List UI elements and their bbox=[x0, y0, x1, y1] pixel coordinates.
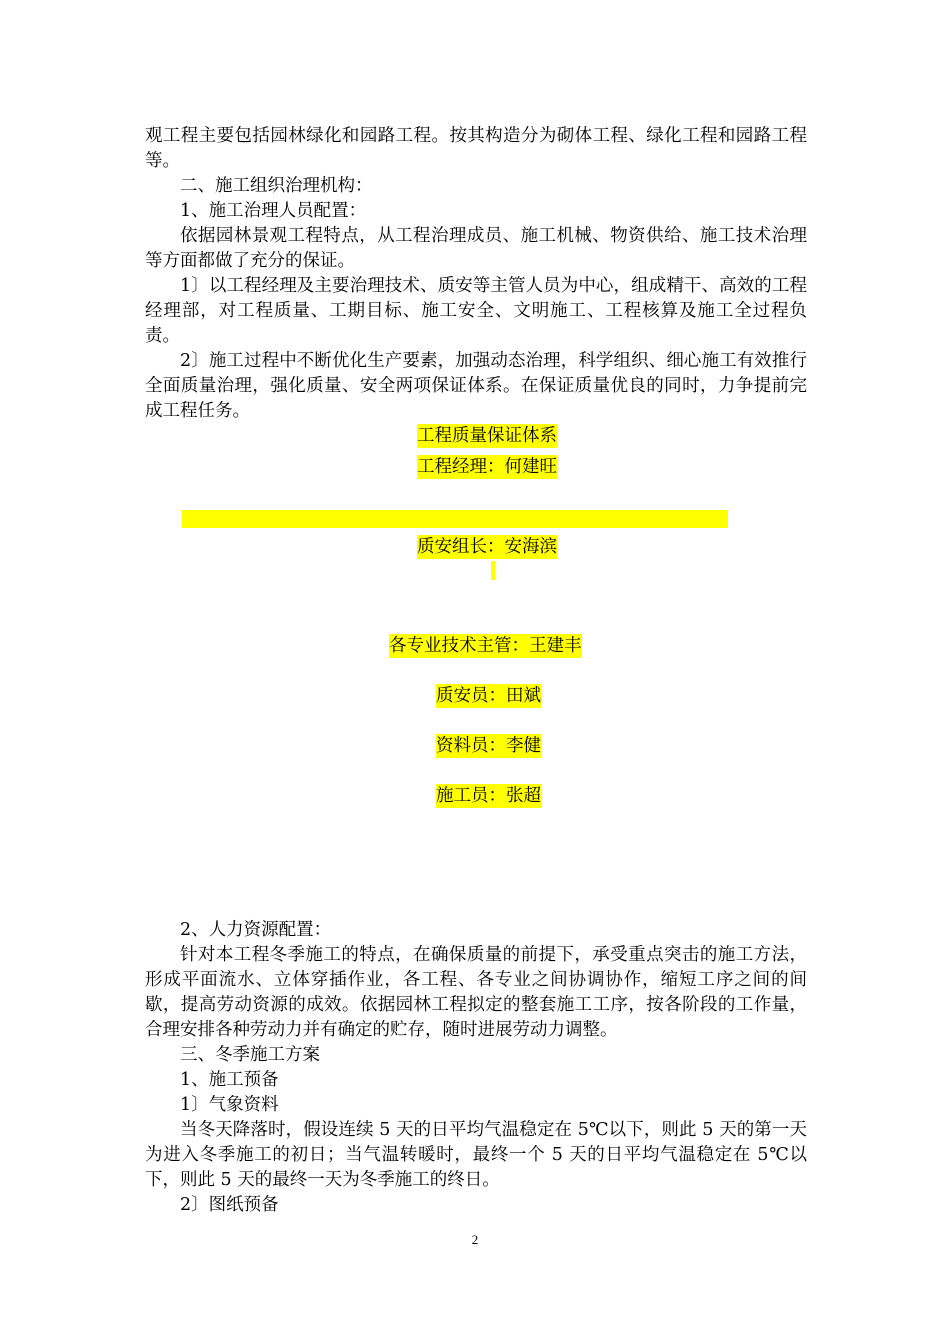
paragraph-intro: 观工程主要包括园林绿化和园路工程。按其构造分为砌体工程、绿化工程和园路工程等。 bbox=[145, 126, 807, 171]
org-chart-title: 工程质量保证体系 bbox=[417, 426, 557, 446]
heading-winter-plan: 三、冬季施工方案 bbox=[180, 1045, 320, 1065]
paragraph-item-1: 1〕以工程经理及主要治理技术、质安等主管人员为中心，组成精干、高效的工程经理部，对工程质量、工期目标、施工安全、文明施工、工程核算及施工全过程负责。 bbox=[145, 276, 807, 346]
org-box-qa-leader: 质安组长：安海滨 bbox=[417, 537, 557, 557]
heading-staff-config: 1、施工治理人员配置： bbox=[180, 201, 367, 221]
org-box-constructor: 施工员：张超 bbox=[436, 786, 541, 806]
heading-prep: 1、施工预备 bbox=[180, 1070, 279, 1090]
page-number: 2 bbox=[471, 1232, 479, 1247]
heading-drawings: 2〕图纸预备 bbox=[180, 1195, 279, 1215]
paragraph-hr-detail: 针对本工程冬季施工的特点，在确保质量的前提下，承受重点突击的施工方法，形成平面流水、立体穿插作业，各工程、各专业之间协调协作，缩短工序之间的间歇，提高劳动资源的成效。依据园林工程拟定的整套施工工序，按各阶段的工作量，合理安排各种劳动力并有确定的贮存，随时进展劳动力调整。 bbox=[145, 945, 807, 1040]
org-connector-bar bbox=[182, 510, 728, 528]
paragraph-weather-detail: 当冬天降落时，假设连续 5 天的日平均气温稳定在 5℃以下，则此 5 天的第一天为进入冬季施工的初日；当气温转暖时，最终一个 5 天的日平均气温稳定在 5℃以下，则此 5 天的最终一天为冬季施工的终日。 bbox=[145, 1120, 807, 1190]
org-box-tech-lead: 各专业技术主管：王建丰 bbox=[389, 636, 582, 656]
heading-hr-config: 2、人力资源配置： bbox=[180, 920, 332, 940]
heading-weather: 1〕气象资料 bbox=[180, 1095, 279, 1115]
paragraph-item-2: 2〕施工过程中不断优化生产要素，加强动态治理，科学组织、细心施工有效推行全面质量治理，强化质量、安全两项保证体系。在保证质量优良的同时，力争提前完成工程任务。 bbox=[145, 351, 807, 421]
paragraph-staff-basis: 依据园林景观工程特点，从工程治理成员、施工机械、物资供给、施工技术治理等方面都做了充分的保证。 bbox=[145, 226, 807, 271]
org-connector-line bbox=[491, 561, 495, 580]
org-box-data-staff: 资料员：李健 bbox=[436, 736, 541, 756]
org-box-manager: 工程经理：何建旺 bbox=[417, 457, 557, 477]
org-box-qa-staff: 质安员：田斌 bbox=[436, 686, 541, 706]
heading-org-structure: 二、施工组织治理机构： bbox=[180, 176, 373, 196]
